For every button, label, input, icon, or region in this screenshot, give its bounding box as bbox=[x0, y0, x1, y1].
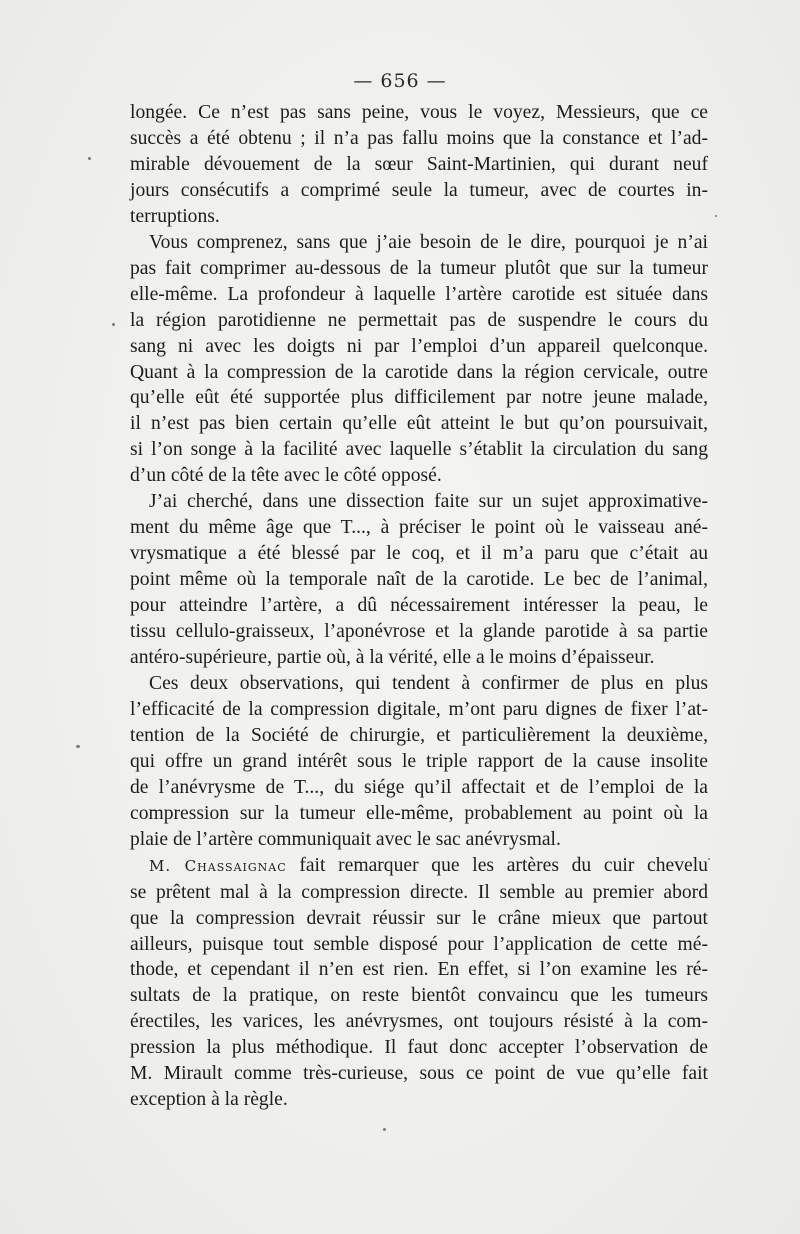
text-line: il n’est pas bien certain qu’elle eût atteint le but qu’on poursuivait, bbox=[130, 413, 708, 435]
paper-speck bbox=[112, 323, 115, 326]
text-line: exception à la règle. bbox=[130, 1089, 288, 1111]
speaker-remark: fait remarquer que les artères du cuir chevelu bbox=[299, 854, 708, 876]
paper-speck bbox=[76, 745, 80, 748]
text-line: se prêtent mal à la compression directe. Il semble au premier abord bbox=[130, 881, 708, 903]
text-line: vrysmatique a été blessé par le coq, et il m’a paru que c’était au bbox=[130, 543, 708, 565]
text-line: érectiles, les varices, les anévrysmes, ont toujours résisté à la com- bbox=[130, 1011, 708, 1033]
text-line: que la compression devrait réussir sur le crâne mieux que partout bbox=[130, 907, 708, 929]
text-line: si l’on songe à la facilité avec laquelle s’établit la circulation du sang bbox=[130, 439, 708, 461]
text-line bbox=[130, 853, 708, 880]
text-line: pas fait comprimer au-dessous de la tumeur plutôt que sur la tumeur bbox=[130, 257, 708, 279]
text-line: tissu cellulo-graisseux, l’aponévrose et la glande parotide à sa partie bbox=[130, 621, 708, 643]
text-line: de l’anévrysme de T..., du siége qu’il affectait et de l’emploi de la bbox=[130, 776, 708, 798]
text-line: compression sur la tumeur elle-même, probablement au point où la bbox=[130, 802, 708, 824]
text-line: elle-même. La profondeur à laquelle l’artère carotide est située dans bbox=[130, 283, 708, 305]
text-line: antéro-supérieure, partie où, à la vérité, elle a le moins d’épaisseur. bbox=[130, 647, 655, 669]
text-line: ailleurs, puisque tout semble disposé pour l’application de cette mé- bbox=[130, 933, 708, 955]
text-line: longée. Ce n’est pas sans peine, vous le voyez, Messieurs, que ce bbox=[130, 102, 708, 123]
text-line: Ces deux observations, qui tendent à confirmer de plus en plus bbox=[149, 672, 708, 694]
text-line: Vous comprenez, sans que j’aie besoin de le dire, pourquoi je n’ai bbox=[149, 231, 708, 253]
text-line: pression la plus méthodique. Il faut donc accepter l’observation de bbox=[130, 1037, 708, 1059]
paper-speck bbox=[383, 1128, 386, 1131]
text-line: Quant à la compression de la carotide dans la région cervicale, outre bbox=[130, 361, 708, 383]
text-line: qui offre un grand intérêt sous le triple rapport de la cause insolite bbox=[130, 750, 708, 772]
text-line: d’un côté de la tête avec le côté opposé. bbox=[130, 465, 442, 487]
paper-speck bbox=[708, 858, 710, 860]
body-text bbox=[130, 100, 708, 1113]
text-line: thode, et cependant il n’en est rien. En effet, si l’on examine les ré- bbox=[130, 959, 708, 981]
text-line: qu’elle eût été supportée plus difficilement par notre jeune malade, bbox=[130, 387, 708, 409]
text-line: ment du même âge que T..., à préciser le point où le vaisseau ané- bbox=[130, 517, 708, 539]
speaker-name: M. Chassaignac bbox=[149, 856, 287, 875]
text-line: jours consécutifs a comprimé seule la tumeur, avec de courtes in- bbox=[130, 179, 708, 201]
page-number: — 656 — bbox=[353, 70, 447, 92]
text-line: sultats de la pratique, on reste bientôt convaincu que les tumeurs bbox=[130, 985, 708, 1007]
text-line: succès a été obtenu ; il n’a pas fallu moins que la constance et l’ad- bbox=[130, 127, 708, 149]
text-line: plaie de l’artère communiquait avec le sac anévrysmal. bbox=[130, 828, 561, 850]
text-line: sang ni avec les doigts ni par l’emploi d’un appareil quelconque. bbox=[130, 335, 708, 357]
text-line: point même où la temporale naît de la carotide. Le bec de l’animal, bbox=[130, 569, 708, 591]
text-line: l’efficacité de la compression digitale, m’ont paru dignes de fixer l’at- bbox=[130, 698, 708, 720]
text-line: terruptions. bbox=[130, 205, 220, 227]
text-line: la région parotidienne ne permettait pas de suspendre le cours du bbox=[130, 309, 708, 331]
paper-speck bbox=[715, 215, 717, 217]
paper-speck bbox=[88, 157, 91, 160]
text-line: tention de la Société de chirurgie, et particulièrement la deuxième, bbox=[130, 724, 708, 746]
text-line: J’ai cherché, dans une dissection faite sur un sujet approximative- bbox=[149, 491, 708, 513]
text-line: pour atteindre l’artère, a dû nécessairement intéresser la peau, le bbox=[130, 595, 708, 617]
text-line: mirable dévouement de la sœur Saint-Martinien, qui durant neuf bbox=[130, 153, 708, 175]
text-line: M. Mirault comme très-curieuse, sous ce point de vue qu’elle fait bbox=[130, 1063, 708, 1085]
